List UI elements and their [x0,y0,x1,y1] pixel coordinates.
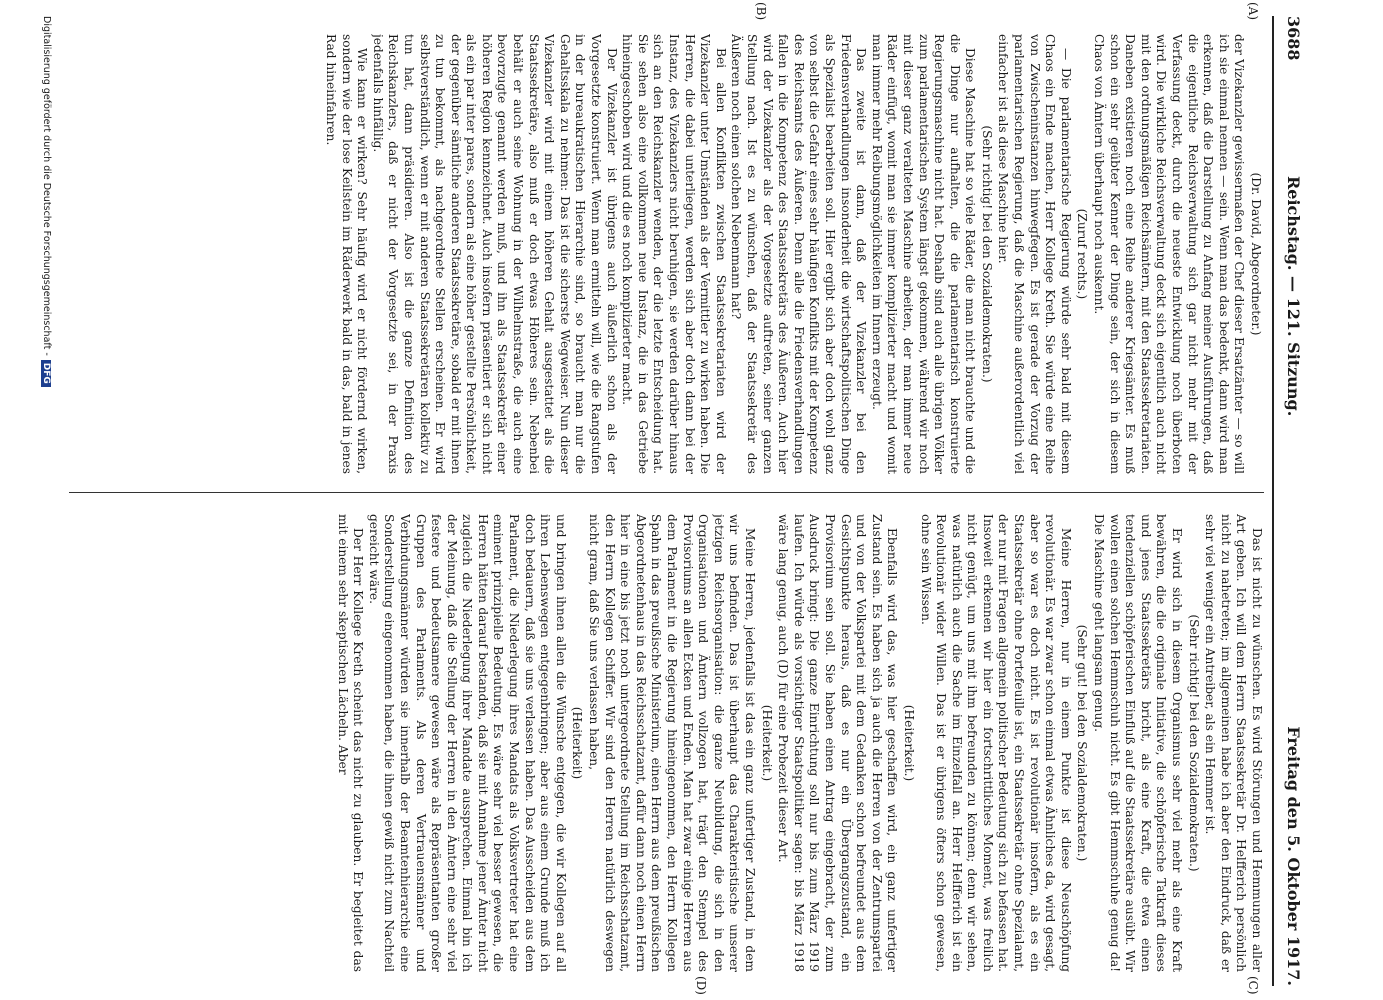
paragraph: Meine Herren, jedenfalls ist das ein ganz unfertiger Zustand, in dem wir uns befinden. Das ist überhaupt das Charakteristische unserer jetzigen Reichsorganisation: die ganze Neubildung, die sich in den Organisationen und Ämtern vollzogen hat, trägt den Stempel des Provisoriums an allen Ecken und Enden. Man hat zwar einige Herren aus dem Parlament in die Regierung hineingenommen, den Herrn Kollegen Spahn in das preußische Ministerium, einen Herrn aus dem preußischen Abgeordnetenhaus in das Reichsschatzamt, dafür dann noch einen Herrn hier in eine bis jetzt noch untergeordnete Stellung im Reichsschatzamt, den Herrn Kollegen Schiffer. Wir sind den Herren natürlich deswegen nicht gram, daß Sie uns verlassen haben, [587,514,757,972]
margin-mark-a: (A) [1246,2,1260,21]
paragraph: Ebenfalls wird das, was hier geschaffen wird, ein ganz unfertiger Zustand sein. Es haben sich ja auch die Herren von der Zentrumspartei und von der Volkspartei mit dem Gedanken schon befreundet aus dem Gesichtspunkte heraus, daß es nur ein Übergangszustand, ein Provisorium sein soll. Sie haben einen Antrag eingebracht, der zum Ausdruck bringt: Die ganze Einrichtung soll nur bis zum März 1919 laufen. Ich würde als vorsichtiger Staatspolitiker sagen: bis März 1918 wäre lang genug, auch (D) für eine Probezeit dieser Art. [776,514,900,972]
paragraph: Der Herr Kollege Kreth scheint das nicht zu glauben. Er begleitet das mit einem sehr skeptischen Lächeln. Aber [335,514,366,972]
credit-text: Digitalisierung gefördert durch die Deutsche Forschungsgemeinschaft - [41,16,52,356]
paragraph: Das zweite ist dann, daß der Vizekanzler bei den Friedensverhandlungen insonderheit die wirtschaftspolitischen Dinge als Spezialist bearbeiten soll. Hier ergibt sich aber doch wohl ganz von selbst die Gefahr eines sehr häufigen Konflikts mit der Kompetenz des Reichsamts des Äußeren. Denn alle die Friedensverhandlungen fallen in die Kompetenz des Staatssekretärs des Äußeren. Auch hier wird der Vizekanzler als der Vorgesetzte auftreten, seiner ganzen Stellung nach. Ist es zu wünschen, daß der Staatssekretär des Äußeren noch einen solchen Nebenmann hat? [729,34,869,474]
paragraph: und bringen ihnen allen die Wünsche entgegen, die wir Kollegen auf all ihren Lebenswegen entgegenbringen; aber aus einem Grunde muß ich doch bedauern, daß sie uns verlassen haben. Das Ausscheiden aus dem Parlament, die Niederlegung ihres Mandats als Volksvertreter hat eine eminent prinzipielle Bedeutung. Es wäre sehr viel besser gewesen, die Herren hätten darauf bestanden, daß sie mit Annahme jener Ämter nicht zugleich die Niederlegung ihrer Mandate aussprechen. Einmal bin ich der Meinung, daß die Stellung der Herren in den Ämtern eine sehr viel festere und bedeutsamere gewesen wäre als Repräsentanten großer Gruppen des Parlaments. Als deren Vertrauensmänner und Verbindungsmänner würden sie innerhalb der Beamtenhierarchie eine Sonderstellung eingenommen haben, die ihnen gewiß nicht zum Nachteil gereicht wäre. [366,514,568,972]
margin-mark-d: (D) [694,976,708,995]
interjection: (Heiterkeit.) [901,704,916,782]
rotated-page [41,2,1308,995]
interjection: (Sehr gut! bei den Sozialdemokraten.) [1075,624,1090,862]
page-number: 3688 [1284,16,1303,61]
paragraph: Diese Maschine hat so viele Räder, die man nicht brauchte und die die Dinge nur aufhalten, die die parlamentarisch konstruierte Regierungsmaschine nicht hat. Deshalb sind auch alle übrigen Völker zum parlamentarischen System längst gekommen, während wir noch mit dieser ganz veralteten Maschine arbeiten, der man immer neue Räder einfügt, womit man sie immer komplizierter macht und womit man immer mehr Reibungsmöglichkeiten im Innern erzeugt. [869,34,978,474]
paragraph: Der Vizekanzler ist übrigens auch äußerlich schon als der Vorgesetzte konstruiert. Wenn man ermitteln will, wie die Rangstufen in der bureaukratischen Hierarchie sind, so braucht man nur die Gehaltsskala zu nehmen: Das ist die sicherste Wegweiser. Nun dieser Vizekanzler wird mit einem höheren Gehalt ausgestattet als die Staatssekretäre, also muß er doch etwas Höheres sein. Nebenbei behält er auch seine Wohnung in der Wilhelmstraße, die auch eine bevorzugte genannt werden muß, und ihn als Staatssekretär einer höheren Region kennzeichnet. Auch insofern präsentiert er sich nicht als ein par inter pares, sondern als eine höher gestellte Persönlichkeit, der gegenüber sämtliche anderen Staatssekretäre, sobald er mit ihnen zu tun bekommt, als nachgeordnete Stellen erscheinen. Er wird selbstverständlich, wenn er mit anderen Staatssekretären kollektiv zu tun hat, dann präsidieren. Also ist die ganze Definition des Reichskanzlers, daß er nicht der Vorgesetzte sei, in der Praxis jedenfalls hinfällig. [370,34,619,474]
left-column [69,34,1264,474]
interjection: (Sehr richtig! bei den Sozialdemokraten.) [1186,614,1201,872]
margin-mark-b: (B) [754,2,768,21]
paragraph: Das ist nicht zu wünschen. Es wird Störungen und Hemmungen aller Art geben. Ich will dem Herrn Staatssekretär Dr. Helfferich persönlich nicht zu nahetreten; im allgemeinen habe ich aber den Eindruck, daß er sehr viel weniger ein Antreiber, als ein Hemmer ist. [1203,514,1264,972]
paragraph: Er wird sich in diesem Organismus sehr viel mehr als eine Kraft bewähren, die die originale Initiative, die schöpferische Tatkraft dieses und jenes Staatssekretärs bricht, als eine Kraft, die etwa einen tendenziellen schöpferischen Einfluß auf die Staatssekretäre ausübt. Wir wollen einen solchen Hemmschuh nicht. Es gibt Hemmschuhe genug da! Die Maschine geht langsam genug. [1092,514,1185,972]
right-column [69,514,1264,972]
session-date: Freitag den 5. Oktober 1917. [1284,726,1303,986]
digitization-credit [41,16,52,986]
session-title: Reichstag. — 121. Sitzung. [1284,176,1303,417]
interjection: (Sehr richtig! bei den Sozialdemokraten.) [979,125,994,383]
speaker-note: (Dr. David, Abgeordneter.) [1249,172,1263,336]
paragraph: der Vizekanzler gewissermaßen der Chef dieser Ersatzämter — so will ich sie einmal nennen — sein. Wenn man das bedenkt, dann wird man erkennen, daß die Darstellung zu Anfang meiner Ausführungen, daß die eigentliche Reichsverwaltung sich gar nicht mehr mit der Verfassung deckt, durch die neueste Entwicklung noch überboten wird. Die wirkliche Reichsverwaltung deckt sich eigentlich auch nicht mit den ordnungsmäßigen Reichsämtern, mit den Staatssekretariaten. Daneben existieren noch eine Reihe anderer Kriegsämter. Es muß schon ein sehr geübter Kenner der Dinge sein, der sich in diesem Chaos von Ämtern überhaupt noch auskennt. [1092,34,1247,474]
column-divider [69,492,1264,493]
page-header [1278,16,1308,986]
paragraph: Meine Herren, nur in einem Punkte ist diese Neuschöpfung revolutionär. Es war zwar schon einmal etwas Ähnliches da, wird gesagt, aber so war es doch nicht. Es ist revolutionär insofern, als es ein Staatssekretär ohne Portefeuille ist, ein Staatssekretär ohne Spezialamt, der nur mit Fragen allgemein politischer Bedeutung sich zu befassen hat. Insoweit erkennen wir hier ein fortschrittliches Moment, was freilich nicht genügt, um uns mit ihm befreunden zu können; denn wir sehen, was natürlich auch die Sache im Einzelfall an. Herr Helfferich ist ein Revolutionär wider Willen. Das ist er übrigens öfters schon gewesen, ohne sein Wissen. [918,514,1073,972]
header-rule [1272,16,1274,986]
interjection: (Heiterkeit) [570,706,585,780]
interjection: (Zuruf rechts.) [1075,208,1090,300]
paragraph: Wie kann er wirken? Sehr häufig wird er nicht fördernd wirken, sondern wie der lose Keilstein im Räderwerk bald in das, bald in jenes Rad hineinfahren. [323,34,370,474]
margin-mark-c: (C) [1246,976,1260,995]
interjection: (Heiterkeit.) [759,704,774,782]
paragraph: Bei allen Konflikten zwischen Staatssekretariaten wird der Vizekanzler unter Umständen als der Vermittler zu wirken haben. Die Herren, die dabei unterliegen, werden sich aber doch dann bei der Instanz, des Vizekanzlers nicht beruhigen, sie werden darüber hinaus sich an den Reichskanzler wenden, der die letzte Entscheidung hat. Sie sehen also eine vollkommen neue Instanz, die in das Getriebe hineingeschoben wird und die es noch komplizierter macht. [620,34,728,474]
paragraph: — Die parlamentarische Regierung würde sehr bald mit diesem Chaos ein Ende machen, Herr Kollege Kreth. Sie würde eine Reihe von Zwischeninstanzen hinwegfegen. Es ist gerade der Vorzug der parlamentarischen Regierung, daß die Maschine außerordentlich viel einfacher ist als diese Maschine hier. [996,34,1073,474]
dfg-logo: DFG [41,360,51,387]
